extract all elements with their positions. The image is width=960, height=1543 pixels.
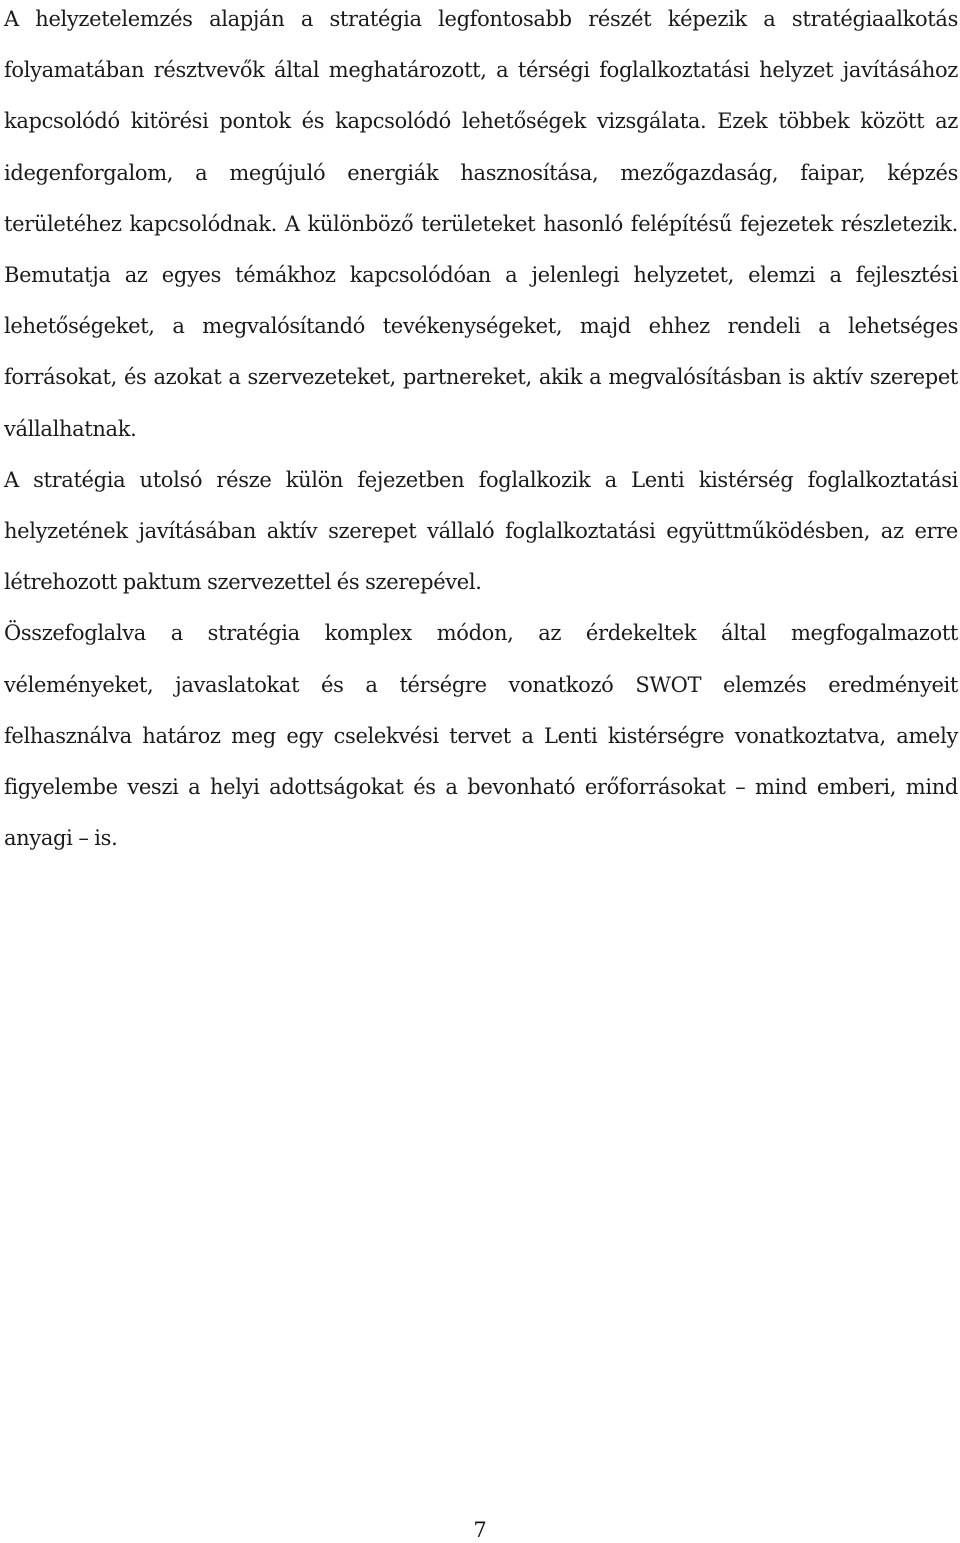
document-page	[4, 0, 958, 864]
page-number: 7	[473, 1518, 487, 1542]
paragraph-strategy-overview: A helyzetelemzés alapján a stratégia legfontosabb részét képezik a stratégiaalkotás folyamatában résztvevők által meghatározott, a térségi foglalkoztatási helyzet javításához kapcsolódó kitörési pontok és kapcsolódó lehetőségek vizsgálata. Ezek többek között az idegenforgalom, a megújuló energiák hasznosítása, mezőgazdaság, faipar, képzés területéhez kapcsolódnak. A különböző területeket hasonló felépítésű fejezetek részletezik. Bemutatja az egyes témákhoz kapcsolódóan a jelenlegi helyzetet, elemzi a fejlesztési lehetőségeket, a megvalósítandó tevékenységeket, majd ehhez rendeli a lehetséges forrásokat, és azokat a szervezeteket, partnereket, akik a megvalósításban is aktív szerepet vállalhatnak.	[4, 7, 958, 441]
paragraph-summary: Összefoglalva a stratégia komplex módon, az érdekeltek által megfogalmazott véleményeket, javaslatokat és a térségre vonatkozó SWOT elemzés eredményeit felhasználva határoz meg egy cselekvési tervet a Lenti kistérségre vonatkoztatva, amely figyelembe veszi a helyi adottságokat és a bevonható erőforrásokat – mind emberi, mind anyagi – is.	[4, 621, 958, 851]
paragraph-partnership-chapter: A stratégia utolsó része külön fejezetben foglalkozik a Lenti kistérség foglalkoztatási helyzetének javításában aktív szerepet vállaló foglalkoztatási együttműködésben, az erre létrehozott paktum szervezettel és szerepével.	[4, 467, 958, 595]
